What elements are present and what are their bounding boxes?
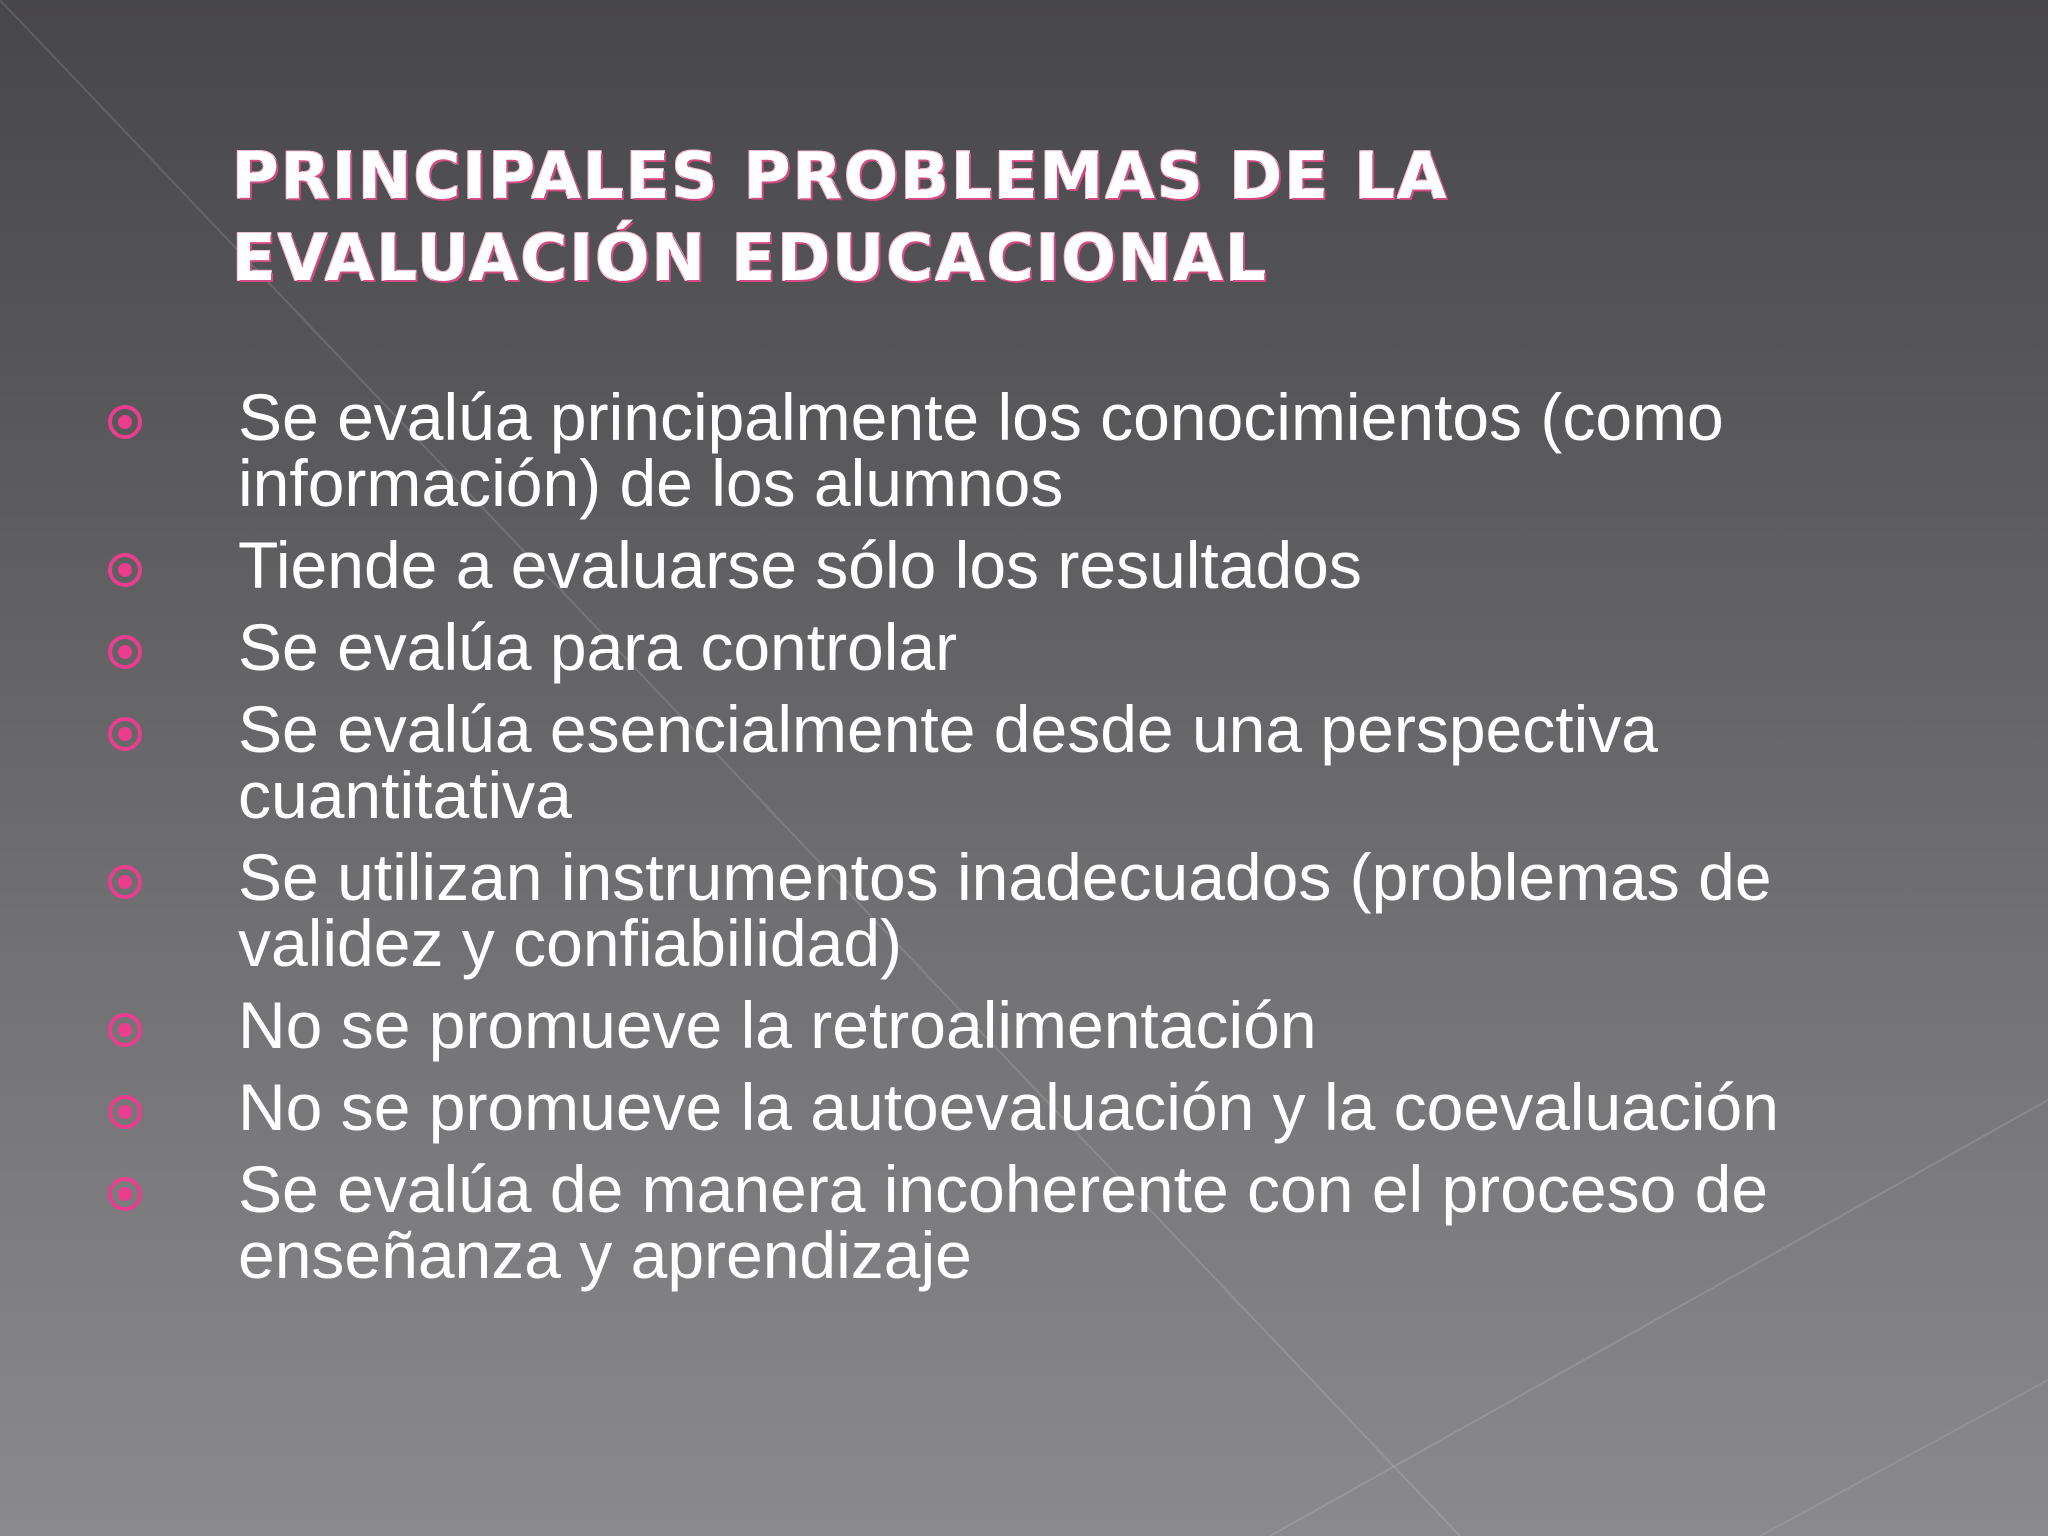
target-bullet-icon <box>105 714 145 754</box>
list-item-text: No se promueve la retroalimentación <box>238 988 1317 1062</box>
list-item <box>0 1152 1900 1292</box>
list-item <box>0 528 1900 602</box>
list-item-text: Se evalúa esencialmente desde una perspectiva cuantitativa <box>238 692 1658 832</box>
list-item-text: Se evalúa para controlar <box>238 610 958 684</box>
target-bullet-icon <box>105 1010 145 1050</box>
list-item-text: Se utilizan instrumentos inadecuados (problemas de validez y confiabilidad) <box>238 840 1772 980</box>
list-item-text: Se evalúa principalmente los conocimientos (como información) de los alumnos <box>238 380 1724 520</box>
list-item <box>0 840 1900 980</box>
list-item-text: Tiende a evaluarse sólo los resultados <box>238 528 1362 602</box>
slide-title: PRINCIPALES PROBLEMAS DE LA EVALUACIÓN EDUCACIONAL <box>232 140 1449 296</box>
list-item <box>0 1070 1900 1144</box>
target-bullet-icon <box>105 632 145 672</box>
target-bullet-icon <box>105 402 145 442</box>
target-bullet-icon <box>105 1092 145 1132</box>
bullet-list <box>0 380 1900 1304</box>
list-item-text: No se promueve la autoevaluación y la coevaluación <box>238 1070 1779 1144</box>
list-item <box>0 692 1900 832</box>
list-item <box>0 988 1900 1062</box>
target-bullet-icon <box>105 550 145 590</box>
list-item <box>0 380 1900 520</box>
target-bullet-icon <box>105 862 145 902</box>
list-item <box>0 610 1900 684</box>
list-item-text: Se evalúa de manera incoherente con el proceso de enseñanza y aprendizaje <box>238 1152 1769 1292</box>
target-bullet-icon <box>105 1174 145 1214</box>
